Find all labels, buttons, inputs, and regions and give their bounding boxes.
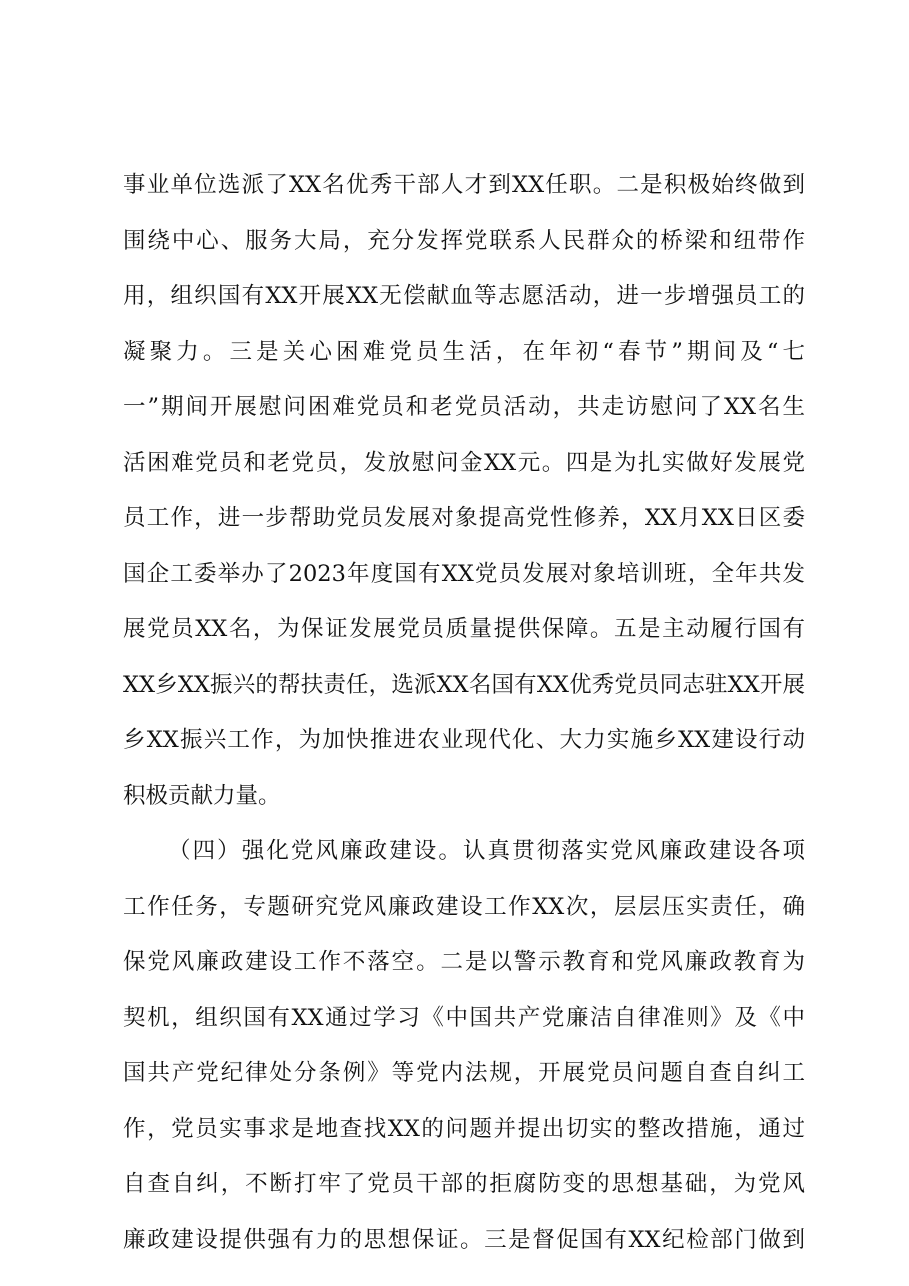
paragraph-line: 一”期间开展慰问困难党员和老党员活动，共走访慰问了XX名生 bbox=[123, 394, 805, 420]
paragraph-line: XX乡XX振兴的帮扶责任，选派XX名国有XX优秀党员同志驻XX开展 bbox=[123, 671, 805, 698]
paragraph-line: 工作任务，专题研究党风廉政建设工作XX次，层层压实责任，确 bbox=[123, 893, 805, 920]
paragraph-line: 国共产党纪律处分条例》等党内法规，开展党员问题自查自纠工 bbox=[123, 1060, 805, 1086]
paragraph-line: 乡XX振兴工作，为加快推进农业现代化、大力实施乡XX建设行动 bbox=[123, 727, 805, 753]
paragraph-line: 廉政建设提供强有力的思想保证。三是督促国有XX纪检部门做到 bbox=[123, 1226, 805, 1253]
paragraph-line: 员工作，进一步帮助党员发展对象提高党性修养，XX月XX日区委 bbox=[123, 505, 805, 531]
paragraph-2 bbox=[123, 824, 805, 1268]
paragraph-line: 积极贡献力量。 bbox=[123, 782, 281, 809]
paragraph-line: 保党风廉政建设工作不落空。二是以警示教育和党风廉政教育为 bbox=[123, 949, 805, 975]
paragraph-line: 国企工委举办了2023年度国有XX党员发展对象培训班，全年共发 bbox=[123, 560, 805, 587]
paragraph-line: 凝聚力。三是关心困难党员生活，在年初“春节”期间及“七 bbox=[123, 338, 805, 365]
body-text bbox=[123, 158, 805, 1268]
paragraph-line: 作，党员实事求是地查找XX的问题并提出切实的整改措施，通过 bbox=[123, 1115, 805, 1142]
paragraph-line: 契机，组织国有XX通过学习《中国共产党廉洁自律准则》及《中 bbox=[123, 1004, 805, 1031]
paragraph-1 bbox=[123, 158, 805, 824]
paragraph-line: 自查自纠，不断打牢了党员干部的拒腐防变的思想基础，为党风 bbox=[123, 1171, 805, 1197]
paragraph-line: 围绕中心、服务大局，充分发挥党联系人民群众的桥梁和纽带作 bbox=[123, 227, 805, 254]
paragraph-line: 展党员XX名，为保证发展党员质量提供保障。五是主动履行国有 bbox=[123, 616, 805, 642]
paragraph-line: 活困难党员和老党员，发放慰问金XX元。四是为扎实做好发展党 bbox=[123, 449, 805, 476]
paragraph-line: 用，组织国有XX开展XX无偿献血等志愿活动，进一步增强员工的 bbox=[123, 283, 805, 309]
paragraph-line: 事业单位选派了XX名优秀干部人才到XX任职。二是积极始终做到 bbox=[123, 172, 805, 198]
section-heading-line: （四）强化党风廉政建设。认真贯彻落实党风廉政建设各项 bbox=[168, 838, 805, 864]
